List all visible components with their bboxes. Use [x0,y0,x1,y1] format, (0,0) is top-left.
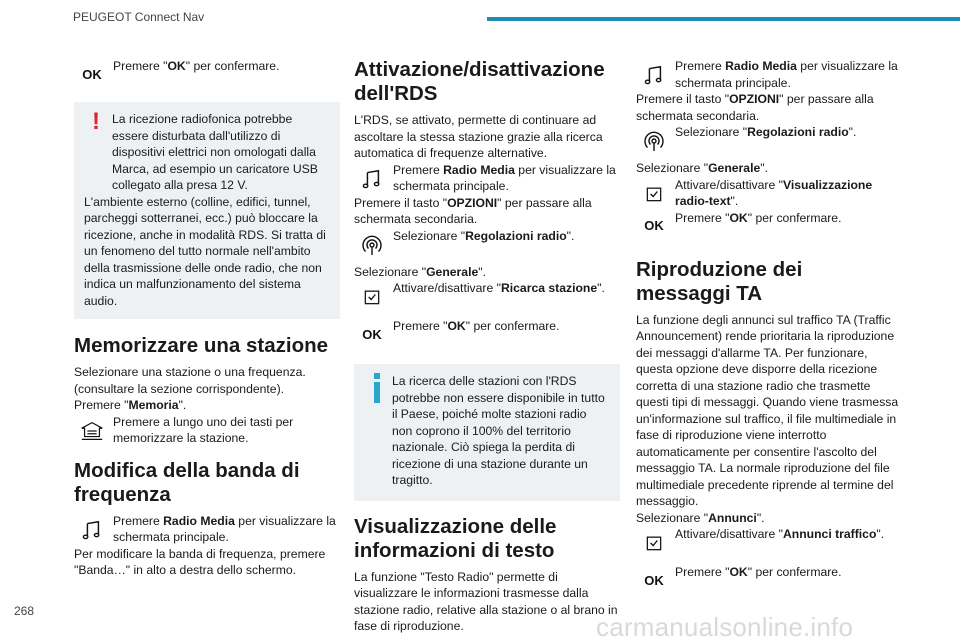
info-text: La ricerca delle stazioni con l'RDS potrebbe non essere disponibile in tutto il Paese, poiché molte stazioni radio non coprono il 100% del territorio nazionale. Ciò spiega la perdita di ricezione di una stazione durante un tragitto. [392,374,605,487]
step-radio-media: Premere Radio Media per visualizzare la schermata principale. [354,162,620,195]
exclamation-icon: ! [92,108,100,135]
column-2 [354,58,620,635]
heading-text-info: Visualizzazione delle informazioni di testo [354,514,557,562]
general-paragraph: Selezionare "Generale". [636,161,768,175]
store-paragraph: Selezionare una stazione o una frequenza. (consultare la sezione corrispondente). [74,365,306,396]
column-1 [74,58,340,579]
store-memory-paragraph: Premere "Memoria". [74,398,187,412]
ok-icon: OK [362,326,382,342]
step-toggle-station-search: Attivare/disattivare "Ricarca stazione". [354,280,620,312]
toggle-checkbox-icon [636,528,672,558]
options-paragraph: Premere il tasto "OPZIONI" per passare alla schermata secondaria. [636,92,874,123]
header-accent-bar [487,17,960,21]
step-long-press: Premere a lungo uno dei tasti per memorizzare la stazione. [74,414,340,447]
step-confirm-ok: OK Premere "OK" per confermare. [636,564,902,596]
step-radio-media: Premere Radio Media per visualizzare la schermata principale. [74,513,340,546]
column-3 [636,58,902,596]
memory-icon [74,416,110,446]
music-icon [74,515,110,545]
info-icon [370,373,384,403]
warning-box [74,102,340,319]
page-number: 268 [14,604,35,618]
step-confirm-ok: OK Premere "OK" per confermare. [74,58,340,90]
text-info-paragraph: La funzione "Testo Radio" permette di visualizzare le informazioni trasmesse dalla stazione radio, relative alla stazione o al brano in fase di riproduzione. [354,569,618,633]
watermark: carmanualsonline.info [596,612,854,640]
warning-text-1: La ricezione radiofonica potrebbe essere disturbata dall'utilizzo di dispositivi elettrici non omologati dalla Marca, ad esempio un caricatore USB collegato alla presa 12 V. [112,112,318,192]
step-toggle-radio-text: Attivare/disattivare "Visualizzazione radio-text". [636,177,902,210]
warning-text-2: L'ambiente esterno (colline, edifici, tunnel, parcheggi sotterranei, ecc.) può bloccare la ricezione, anche in modalità RDS. Si tratta di un fenomeno del tutto normale nell'ambito della trasmissione delle onde radio, che non indica un malfunzionamento del sistema audio. [84,194,326,308]
toggle-checkbox-icon [354,282,390,312]
heading-band: Modifica della banda di frequenza [74,458,300,506]
ok-icon: OK [644,218,664,234]
step-confirm-ok: OK Premere "OK" per confermare. [636,210,902,242]
general-paragraph: Selezionare "Generale". [354,264,486,279]
toggle-checkbox-icon [636,179,672,209]
step-toggle-traffic: Attivare/disattivare "Annunci traffico". [636,526,902,558]
radio-signal-icon [354,230,390,260]
heading-store-station: Memorizzare una stazione [74,334,329,357]
band-paragraph: Per modificare la banda di frequenza, premere "Banda…" in alto a destra dello schermo. [74,546,326,577]
ok-icon: OK [644,572,664,588]
ta-paragraph: La funzione degli annunci sul traffico TA (Traffic Announcement) rende prioritaria la riproduzione dei messaggi d'allarme TA. Per funzionare, questa opzione deve disporre della ricezione corretta di una stazione radio che trasmette questi tipi di messaggi. Quando viene trasmessa un'informazione sul traffico, il file multimediale in fase di riproduzione viene interrotto automaticamente per consentire l'ascolto del messaggio TA. La normale riproduzione del file multimediale precedente riprende al termine del messaggio. [636,312,899,508]
options-paragraph: Premere il tasto "OPZIONI" per passare alla schermata secondaria. [354,195,592,226]
radio-signal-icon [636,126,672,156]
heading-rds: Attivazione/disattivazione dell'RDS [354,58,605,105]
step-radio-settings: Selezionare "Regolazioni radio". [354,228,620,260]
music-icon [636,60,672,90]
step-radio-media: Premere Radio Media per visualizzare la schermata principale. [636,58,902,91]
rds-paragraph: L'RDS, se attivato, permette di continuare ad ascoltare la stessa stazione grazie alla ricerca automatica di frequenze alternative. [354,113,603,160]
annunci-paragraph: Selezionare "Annunci". [636,510,765,525]
music-icon [354,164,390,194]
ok-icon: OK [82,66,102,82]
info-box [354,364,620,501]
step-confirm-ok: OK Premere "OK" per confermare. [354,318,620,350]
step-radio-settings: Selezionare "Regolazioni radio". [636,124,902,156]
heading-ta: Riproduzione dei messaggi TA [636,257,803,305]
running-header-title: PEUGEOT Connect Nav [73,10,205,24]
